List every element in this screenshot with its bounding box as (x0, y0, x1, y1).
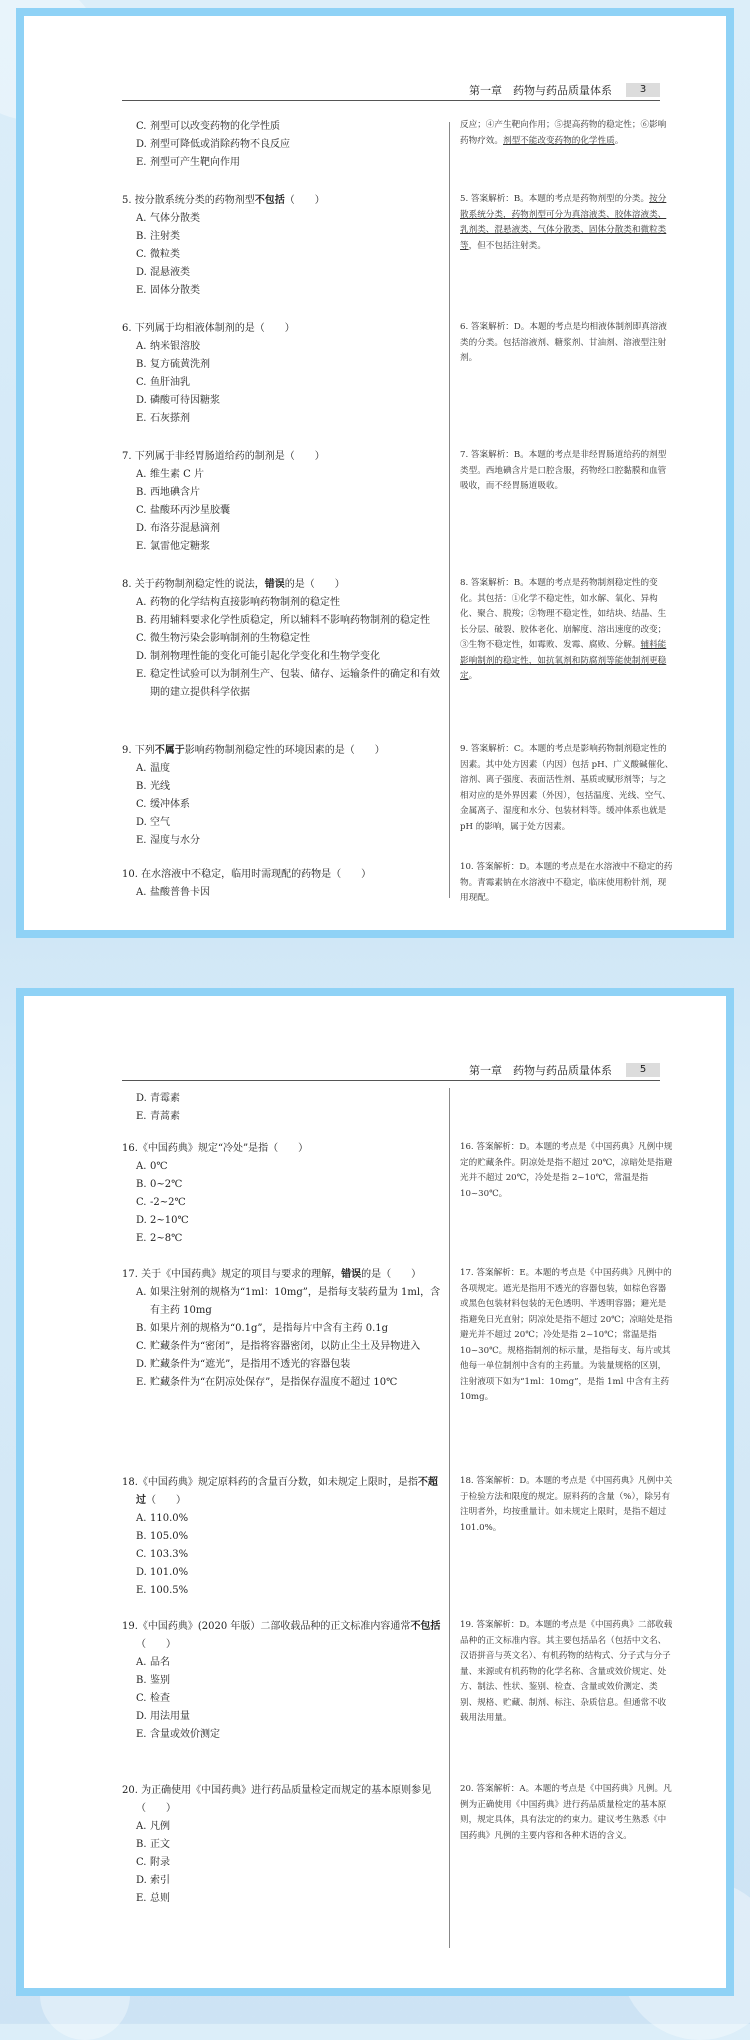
option: E. 固体分散类 (136, 285, 200, 296)
question-stem: 8. 关于药物制剂稳定性的说法，错误的是（ ） (122, 579, 345, 590)
option: D. 青霉素 (136, 1093, 180, 1104)
option: C. 剂型可以改变药物的化学性质 (136, 121, 280, 132)
option: A. 维生素 C 片 (136, 469, 205, 480)
question-19 (122, 1618, 444, 1744)
answer-17: 17. 答案解析：E。本题的考点是《中国药典》凡例中的各项规定。遮光是指用不透光的容器包装，如棕色容器或黑色包装材料包装的无色透明、半透明容器；避光是指避免日光直射；阴凉处是指不超过 20℃；凉暗处是指避光并不超过 20℃；冷处是指 2~10℃；常温是指 10~30℃。规格指制剂的标示量，是指每支、每片或其他每一单位制剂中含有的主药量。为装量规格的区别，注射液项下如为“1ml：10mg”，是指 1ml 中含有主药 10mg。 (460, 1268, 673, 1402)
column-divider (449, 122, 450, 898)
question-stem: 9. 下列不属于影响药物制剂稳定性的环境因素的是（ ） (122, 745, 385, 756)
question-8 (122, 576, 444, 702)
question-17 (122, 1266, 444, 1392)
option: A. 气体分散类 (136, 213, 200, 224)
option: B. 复方硫黄洗剂 (136, 359, 210, 370)
question-9 (122, 742, 444, 850)
option: C. 盐酸环丙沙星胶囊 (136, 505, 230, 516)
question-stem: 20. 为正确使用《中国药典》进行药品质量检定而规定的基本原则参见（ ） (122, 1785, 432, 1814)
question-continued (122, 1090, 444, 1126)
header-rule (122, 1080, 660, 1081)
page-header (469, 1062, 660, 1078)
question-stem: 19.《中国药典》(2020 年版）二部收载品种的正文标准内容通常不包括（ ） (122, 1621, 441, 1650)
option: C. 贮藏条件为“密闭”，是指将容器密闭，以防止尘土及异物进入 (136, 1341, 421, 1352)
option: B. 注射类 (136, 231, 180, 242)
chapter-title: 第一章 药物与药品质量体系 (469, 1064, 612, 1077)
option: A. 110.0% (136, 1513, 189, 1524)
option: A. 药物的化学结构直接影响药物制剂的稳定性 (136, 597, 340, 608)
answer-18: 18. 答案解析：D。本题的考点是《中国药典》凡例中关于检验方法和限度的规定。原料药的含量（%），除另有注明者外，均按重量计。如未规定上限时，是指不超过 101.0%。 (460, 1476, 673, 1533)
question-stem: 7. 下列属于非经胃肠道给药的制剂是（ ） (122, 451, 325, 462)
page-sheet-1 (16, 8, 734, 938)
question-6 (122, 320, 444, 428)
page-number: 5 (626, 1063, 660, 1077)
answer-8: 8. 答案解析：B。本题的考点是药物制剂稳定性的变化。其包括：①化学不稳定性，如水解、氧化、异构化、聚合、脱羧；②物理不稳定性，如结块、结晶、生长分层、破裂、胶体老化、崩解度、溶出速度的改变；③生物不稳定性，如霉败、发霉、腐败、分解。辅料能影响制剂的稳定性，如抗氧剂和防腐剂等能使制剂更稳定。 (460, 578, 667, 681)
page-content-2 (24, 996, 726, 1988)
option: B. 0~2℃ (136, 1179, 183, 1190)
answer-19: 19. 答案解析：D。本题的考点是《中国药典》二部收载品种的正文标准内容。其主要包括品名（包括中文名、汉语拼音与英文名）、有机药物的结构式、分子式与分子量、来源或有机药物的化学名称、含量或效价规定、处方、制法、性状、鉴别、检查、含量或效价测定、类别、规格、贮藏、制剂、标注、杂质信息。但通常不收载用法用量。 (460, 1620, 673, 1723)
option: B. 药用辅料要求化学性质稳定，所以辅料不影响药物制剂的稳定性 (136, 615, 430, 626)
question-stem: 16.《中国药典》规定“冷处”是指（ ） (122, 1143, 309, 1154)
answer-7: 7. 答案解析：B。本题的考点是非经胃肠道给药的剂型类型。西地碘含片是口腔含服，药物经口腔黏膜和血管吸收，而不经胃肠道吸收。 (460, 450, 667, 491)
answer-5: 5. 答案解析：B。本题的考点是药物剂型的分类。按分散系统分类，药物剂型可分为真溶液类、胶体溶液类、乳剂类、混悬液类、气体分散类、固体分散类和微粒类等，但不包括注射类。 (460, 194, 667, 251)
option: D. 磷酸可待因糖浆 (136, 395, 220, 406)
option: B. 西地碘含片 (136, 487, 200, 498)
answer-20: 20. 答案解析：A。本题的考点是《中国药典》凡例。凡例为正确使用《中国药典》进行药品质量检定的基本原则，规定具体，具有法定的约束力。建议考生熟悉《中国药典》凡例的主要内容和各种术语的含义。 (460, 1784, 672, 1841)
option: A. 品名 (136, 1657, 170, 1668)
question-18 (122, 1474, 444, 1600)
option: D. 贮藏条件为“遮光”，是指用不透光的容器包装 (136, 1359, 351, 1370)
option: E. 含量或效价测定 (136, 1729, 220, 1740)
option: D. 剂型可降低或消除药物不良反应 (136, 139, 290, 150)
answer-10: 10. 答案解析：D。本题的考点是在水溶液中不稳定的药物。青霉素钠在水溶液中不稳定，临床使用粉针剂，现用现配。 (460, 862, 673, 903)
option: C. 附录 (136, 1857, 170, 1868)
option: E. 氯雷他定糖浆 (136, 541, 210, 552)
option: E. 贮藏条件为“在阴凉处保存”，是指保存温度不超过 10℃ (136, 1377, 398, 1388)
option: A. 盐酸普鲁卡因 (136, 887, 210, 898)
chapter-title: 第一章 药物与药品质量体系 (469, 84, 612, 97)
option: D. 索引 (136, 1875, 170, 1886)
option: E. 总则 (136, 1893, 170, 1904)
option: D. 制剂物理性能的变化可能引起化学变化和生物学变化 (136, 651, 380, 662)
answer-6: 6. 答案解析：D。本题的考点是均相液体制剂即真溶液类的分类。包括溶液剂、糖浆剂、甘油剂、溶液型注射剂。 (460, 322, 667, 363)
option: D. 混悬液类 (136, 267, 190, 278)
option: D. 101.0% (136, 1567, 189, 1578)
question-stem: 18.《中国药典》规定原料药的含量百分数，如未规定上限时，是指不超过（ ） (122, 1477, 438, 1506)
option: A. 纳米银溶胶 (136, 341, 200, 352)
page-number: 3 (626, 83, 660, 97)
question-7 (122, 448, 444, 556)
page-header (469, 82, 660, 98)
option: B. 光线 (136, 781, 170, 792)
page-content-1 (24, 16, 726, 930)
option: B. 105.0% (136, 1531, 189, 1542)
question-stem: 10. 在水溶液中不稳定，临用时需现配的药物是（ ） (122, 869, 372, 880)
answer-16: 16. 答案解析：D。本题的考点是《中国药典》凡例中规定的贮藏条件。阴凉处是指不超过 20℃，凉暗处是指避光并不超过 20℃，冷处是指 2~10℃，常温是指 10~30℃。 (460, 1142, 673, 1199)
option: E. 稳定性试验可以为制剂生产、包装、储存、运输条件的确定和有效期的建立提供科学依据 (136, 669, 440, 698)
option: E. 青蒿素 (136, 1111, 180, 1122)
option: E. 石灰搽剂 (136, 413, 190, 424)
option: D. 用法用量 (136, 1711, 190, 1722)
option: C. 检查 (136, 1693, 170, 1704)
question-stem: 6. 下列属于均相液体制剂的是（ ） (122, 323, 295, 334)
header-rule (122, 100, 660, 101)
question-5 (122, 192, 444, 300)
option: D. 布洛芬混悬滴剂 (136, 523, 220, 534)
option: E. 2~8℃ (136, 1233, 183, 1244)
option: C. 微粒类 (136, 249, 180, 260)
option: D. 2~10℃ (136, 1215, 189, 1226)
question-16 (122, 1140, 444, 1248)
option: C. 微生物污染会影响制剂的生物稳定性 (136, 633, 310, 644)
option: C. 缓冲体系 (136, 799, 190, 810)
option: C. -2~2℃ (136, 1197, 186, 1208)
option: D. 空气 (136, 817, 170, 828)
answer-continued: 反应；④产生靶向作用；⑤提高药物的稳定性；⑥影响药物疗效。剂型不能改变药物的化学性质。 (460, 120, 667, 146)
option: A. 温度 (136, 763, 170, 774)
option: A. 0℃ (136, 1161, 168, 1172)
option: A. 凡例 (136, 1821, 170, 1832)
answer-9: 9. 答案解析：C。本题的考点是影响药物制剂稳定性的因素。其中处方因素（内因）包括 pH、广义酸碱催化、溶剂、离子强度、表面活性剂、基质或赋形剂等；与之相对应的是外界因素（外因），包括温度、光线、空气、金属离子、湿度和水分、包装材料等。缓冲体系也就是 pH 的影响，属于处方因素。 (460, 744, 674, 832)
page-sheet-2 (16, 988, 734, 1996)
option: A. 如果注射剂的规格为“1ml：10mg”，是指每支装药量为 1ml，含有主药 10mg (136, 1287, 441, 1316)
option: E. 剂型可产生靶向作用 (136, 157, 240, 168)
option: B. 如果片剂的规格为“0.1g”，是指每片中含有主药 0.1g (136, 1323, 389, 1334)
question-10 (122, 866, 444, 902)
question-stem: 5. 按分散系统分类的药物剂型不包括（ ） (122, 195, 325, 206)
option: E. 湿度与水分 (136, 835, 200, 846)
column-divider (449, 1088, 450, 1948)
question-stem: 17. 关于《中国药典》规定的项目与要求的理解，错误的是（ ） (122, 1269, 422, 1280)
option: B. 正文 (136, 1839, 170, 1850)
option: E. 100.5% (136, 1585, 189, 1596)
option: C. 鱼肝油乳 (136, 377, 190, 388)
option: C. 103.3% (136, 1549, 189, 1560)
option: B. 鉴别 (136, 1675, 170, 1686)
question-20 (122, 1782, 444, 1908)
question-continued (122, 118, 444, 172)
